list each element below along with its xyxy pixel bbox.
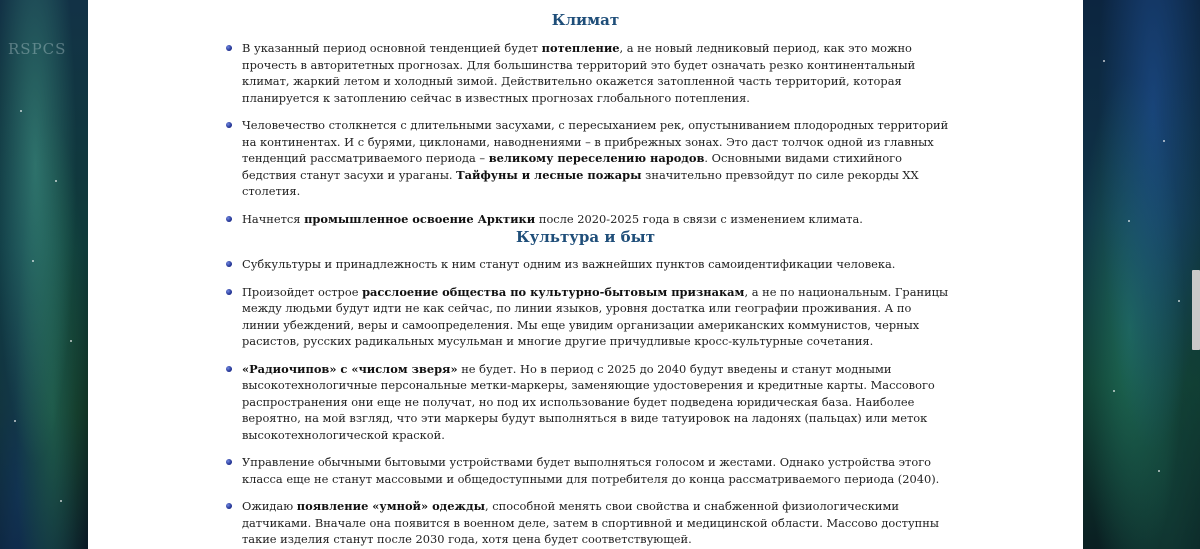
culture-list	[224, 256, 949, 549]
text-run: Ожидаю	[242, 499, 297, 513]
section-title-climate: Климат	[551, 11, 620, 29]
list-item	[224, 498, 949, 548]
star-decor	[1113, 390, 1115, 392]
star-decor	[32, 260, 34, 262]
star-decor	[20, 110, 22, 112]
text-run: не будет. Но в период с 2025 до 2040 будут введены и станут модными высокотехнологичные персональные метки-маркеры, заменяющие удостоверения и кредитные карты. Массового распространения они еще не получат, но под их использование будет подведена юридическая база. Наиболее вероятно, на мой взгляд, что эти маркеры будут выполняться в виде татуировок на ладонях (пальцах) или меток высокотехнологической краской.	[242, 361, 935, 442]
list-item	[224, 40, 949, 106]
section-title-culture: Культура и быт	[515, 228, 655, 246]
text-run: Управление обычными бытовыми устройствами будет выполняться голосом и жестами. Однако устройства этого класса еще не станут массовыми и общедоступными для потребителя до конца рассматриваемого периода (2040).	[242, 455, 940, 486]
text-run: Начнется	[242, 211, 305, 226]
star-decor	[14, 420, 16, 422]
article-content	[88, 0, 1083, 549]
star-decor	[70, 340, 72, 342]
star-decor	[1178, 300, 1180, 302]
bold-text: потепление	[541, 41, 620, 55]
list-item	[224, 211, 949, 228]
background-left-panel	[0, 0, 88, 549]
text-run: , а не новый ледниковый период, как это можно прочесть в авторитетных прогнозах. Для большинства территорий это будет означать резко континентальный климат, жаркий летом и холодный зимой. Действительно окажется затопленной часть территорий, которая планируется к затоплению сейчас в известных прогнозах глобального потепления.	[242, 41, 916, 105]
text-run: Произойдет острое	[242, 284, 363, 299]
text-run: . Основными видами стихийного бедствия станут засухи и ураганы.	[242, 151, 903, 182]
list-item	[224, 284, 949, 350]
list-item	[224, 256, 949, 273]
page-scrollbar[interactable]	[1192, 270, 1200, 350]
text-run: Субкультуры и принадлежность к ним станут одним из важнейших пунктов самоидентификации человека.	[242, 257, 896, 271]
text-run: , а не по национальным. Границы между людьми будут идти не как сейчас, по линии языков, уровня достатка или географии проживания. А по линии убеждений, веры и самоопределения. Мы еще увидим организации американских коммунистов, черных расистов, русских радикальных мусульман и многие другие причудливые кросс-культурные сочетания.	[242, 284, 949, 348]
star-decor	[1163, 140, 1165, 142]
star-decor	[1128, 220, 1130, 222]
bold-text: расслоение общества по культурно-бытовым признакам	[362, 284, 745, 299]
background-decor-text: RSPCS	[8, 40, 67, 58]
list-item	[224, 117, 949, 200]
bold-text: великому переселению народов	[488, 151, 705, 165]
background-right-panel	[1083, 0, 1200, 549]
bold-text: появление «умной» одежды	[296, 499, 486, 513]
text-run: В указанный период основной тенденцией будет	[242, 41, 542, 55]
text-run: Человечество столкнется с длительными засухами, с пересыханием рек, опустыниванием плодородных территорий на континентах. И с бурями, циклонами, наводнениями – в прибрежных зонах. Это даст толчок одной из главных тенденций рассматриваемого периода –	[242, 118, 949, 165]
bold-text: «Радиочипов» с «числом зверя»	[242, 361, 458, 376]
bold-text: Тайфуны и лесные пожары	[456, 167, 642, 182]
text-run: , способной менять свои свойства и снабженной физиологическими датчиками. Вначале она появится в военном деле, затем в спортивной и медицинской области. Массово доступны такие изделия станут после 2030 года, хотя цена будет соответствующей.	[242, 499, 939, 546]
star-decor	[1158, 470, 1160, 472]
climate-list	[224, 40, 949, 238]
star-decor	[60, 500, 62, 502]
text-run: значительно превзойдут по силе рекорды ХХ столетия.	[242, 167, 919, 198]
list-item	[224, 454, 949, 487]
star-decor	[55, 180, 57, 182]
bold-text: промышленное освоение Арктики	[304, 211, 536, 226]
star-decor	[1103, 60, 1105, 62]
list-item	[224, 361, 949, 444]
text-run: после 2020-2025 года в связи с изменением климата.	[535, 211, 863, 226]
